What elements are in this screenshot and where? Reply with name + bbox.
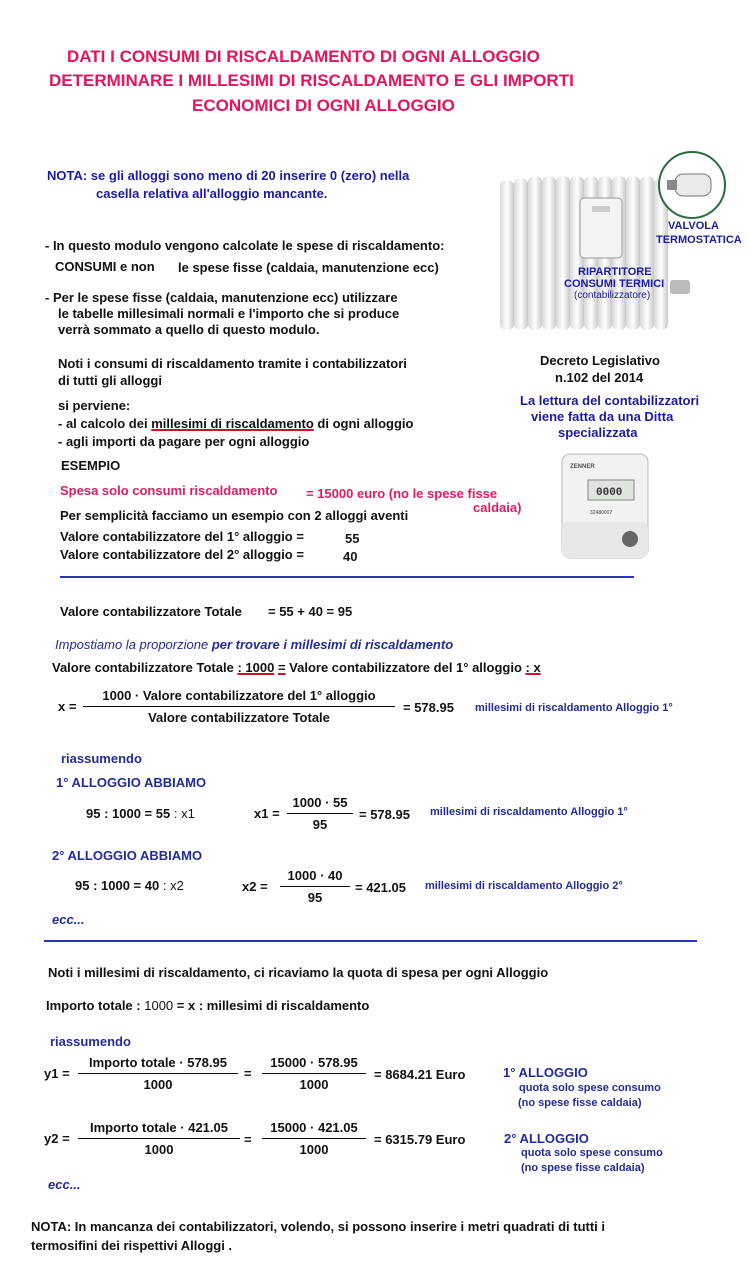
val2-label: Valore contabilizzatore del 2° alloggio = xyxy=(60,547,304,562)
intro-p1-line2a: CONSUMI e non xyxy=(55,259,155,274)
nota-line-1: NOTA: se gli alloggi sono meno di 20 inserire 0 (zero) nella xyxy=(47,168,410,183)
valvola-label-2: TERMOSTATICA xyxy=(656,234,742,246)
noti-line-3: si perviene: xyxy=(58,398,131,413)
meter-serial: 32480007 xyxy=(590,510,613,516)
noti-line-4c: di ogni alloggio xyxy=(317,416,414,431)
noti-line-2: di tutti gli alloggi xyxy=(58,373,162,388)
valve-circle-icon xyxy=(657,150,727,220)
val1: 55 xyxy=(345,531,360,546)
y2-result: = 6315.79 Euro xyxy=(374,1132,466,1147)
nota-finale-line-2: termosifini dei rispettivi Alloggi . xyxy=(31,1238,233,1253)
ecc-2: ecc... xyxy=(48,1177,81,1192)
intro-p2-line3: verrà sommato a quello di questo modulo. xyxy=(58,322,320,337)
title-line-2: DETERMINARE I MILLESIMI DI RISCALDAMENTO E GLI IMPORTI xyxy=(49,71,574,90)
y2-note-1: quota solo spese consumo xyxy=(521,1147,663,1159)
x2-label: x2 = xyxy=(242,879,268,894)
riassumendo-2: riassumendo xyxy=(50,1034,131,1049)
riassumendo-1: riassumendo xyxy=(61,751,142,766)
divider-1 xyxy=(60,576,634,578)
meter-display: 0000 xyxy=(596,487,623,499)
nota-finale-line-1: NOTA: In mancanza dei contabilizzatori, volendo, si possono inserire i metri quadrati di tutti i xyxy=(31,1219,605,1234)
spesa-value-2: caldaia) xyxy=(473,500,522,515)
lettura-line-1: La lettura del contabilizzatori xyxy=(520,393,700,408)
intro-p2-line2: le tabelle millesimali normali e l'importo che si produce xyxy=(58,306,400,321)
val2: 40 xyxy=(343,549,358,564)
x-label: x = xyxy=(58,699,77,714)
ecc-1: ecc... xyxy=(52,912,85,927)
y2-eq: = xyxy=(244,1132,252,1147)
y2-label: y2 = xyxy=(44,1131,70,1146)
ripartitore-label-3: (contabilizzatore) xyxy=(574,290,651,301)
totale-label: Valore contabilizzatore Totale xyxy=(60,604,242,619)
ripartitore-label-2: CONSUMI TERMICI xyxy=(564,278,665,290)
esempio-label: ESEMPIO xyxy=(61,458,121,473)
heat-meter-illustration xyxy=(560,452,650,560)
totale-expr: = 55 + 40 = 95 xyxy=(268,604,353,619)
noti-line-1: Noti i consumi di riscaldamento tramite i contabilizzatori xyxy=(58,356,407,371)
y1-fraction-2: $\frac{15000 \cdot 578.95}{1000}$ xyxy=(262,1055,366,1092)
title-line-1: DATI I CONSUMI DI RISCALDAMENTO DI OGNI ALLOGGIO xyxy=(67,47,540,66)
y2-note-2: (no spese fisse caldaia) xyxy=(521,1162,645,1174)
y2-fraction-2: $\frac{15000 \cdot 421.05}{1000}$ xyxy=(262,1120,366,1157)
ripartitore-label-1: RIPARTITORE xyxy=(578,266,652,278)
proporzione-heading: Impostiamo la proporzione per trovare i millesimi di riscaldamento xyxy=(55,637,454,652)
alloggio1-prop: 95 : 1000 = 55 : x1 xyxy=(86,806,195,821)
title-line-3: ECONOMICI DI OGNI ALLOGGIO xyxy=(192,96,455,115)
nota-line-2: casella relativa all'alloggio mancante. xyxy=(96,186,328,201)
x-note: millesimi di riscaldamento Alloggio 1° xyxy=(475,702,673,714)
lettura-line-2: viene fatta da una Ditta xyxy=(531,409,674,424)
x1-fraction: $\frac{1000 \cdot 55}{95}$ xyxy=(287,795,353,832)
alloggio2-prop: 95 : 1000 = 40 : x2 xyxy=(75,878,184,893)
noti-line-5: - agli importi da pagare per ogni alloggio xyxy=(58,434,310,449)
x1-result: = 578.95 xyxy=(359,807,410,822)
x2-fraction: $\frac{1000 \cdot 40}{95}$ xyxy=(280,868,350,905)
y2-heading: 2° ALLOGGIO xyxy=(504,1131,589,1146)
alloggio2-heading: 2° ALLOGGIO ABBIAMO xyxy=(52,848,203,863)
y1-eq: = xyxy=(244,1066,252,1081)
spesa-value: = 15000 euro (no le spese fisse xyxy=(306,486,498,501)
intro-p1-line1: - In questo modulo vengono calcolate le spese di riscaldamento: xyxy=(45,238,445,253)
intro-p1-line2b: le spese fisse (caldaia, manutenzione ecc) xyxy=(178,260,439,275)
y1-heading: 1° ALLOGGIO xyxy=(503,1065,588,1080)
x-result: = 578.95 xyxy=(403,700,454,715)
alloggio1-heading: 1° ALLOGGIO ABBIAMO xyxy=(56,775,207,790)
intro-p2-line1: - Per le spese fisse (caldaia, manutenzione ecc) utilizzare xyxy=(45,290,398,305)
importi-prop: Importo totale : 1000 = x : millesimi di riscaldamento xyxy=(46,998,370,1013)
y1-fraction: Importo totale · 578.95 1000 xyxy=(78,1055,238,1092)
divider-2 xyxy=(44,940,697,942)
importi-intro: Noti i millesimi di riscaldamento, ci ricaviamo la quota di spesa per ogni Alloggio xyxy=(48,965,549,980)
y1-label: y1 = xyxy=(44,1066,70,1081)
noti-line-4 xyxy=(58,416,413,431)
x-fraction xyxy=(83,688,395,725)
x1-note: millesimi di riscaldamento Alloggio 1° xyxy=(430,806,628,818)
x2-result: = 421.05 xyxy=(355,880,406,895)
decreto-line-1: Decreto Legislativo xyxy=(540,353,660,368)
valvola-label-1: VALVOLA xyxy=(668,220,719,232)
x1-label: x1 = xyxy=(254,806,280,821)
lettura-line-3: specializzata xyxy=(558,425,638,440)
x2-note: millesimi di riscaldamento Alloggio 2° xyxy=(425,880,623,892)
y2-fraction: Importo totale · 421.05 1000 xyxy=(78,1120,240,1157)
millesimi-highlight: millesimi di riscaldamento xyxy=(151,416,314,431)
x-denominator: Valore contabilizzatore Totale xyxy=(148,710,330,725)
val1-label: Valore contabilizzatore del 1° alloggio = xyxy=(60,529,304,544)
meter-brand: ZENNER xyxy=(570,464,595,470)
y1-note-2: (no spese fisse caldaia) xyxy=(518,1097,642,1109)
decreto-line-2: n.102 del 2014 xyxy=(555,370,644,385)
y1-result: = 8684.21 Euro xyxy=(374,1067,466,1082)
y1-note-1: quota solo spese consumo xyxy=(519,1082,661,1094)
proporzione-formula: Valore contabilizzatore Totale : 1000 = Valore contabilizzatore del 1° alloggio : x xyxy=(52,660,541,675)
x-numerator: 1000 · Valore contabilizzatore del 1° alloggio xyxy=(83,688,395,707)
spesa-label: Spesa solo consumi riscaldamento xyxy=(60,483,278,498)
noti-line-4a: - al calcolo dei xyxy=(58,416,148,431)
semplicita: Per semplicità facciamo un esempio con 2 alloggi aventi xyxy=(60,508,409,523)
